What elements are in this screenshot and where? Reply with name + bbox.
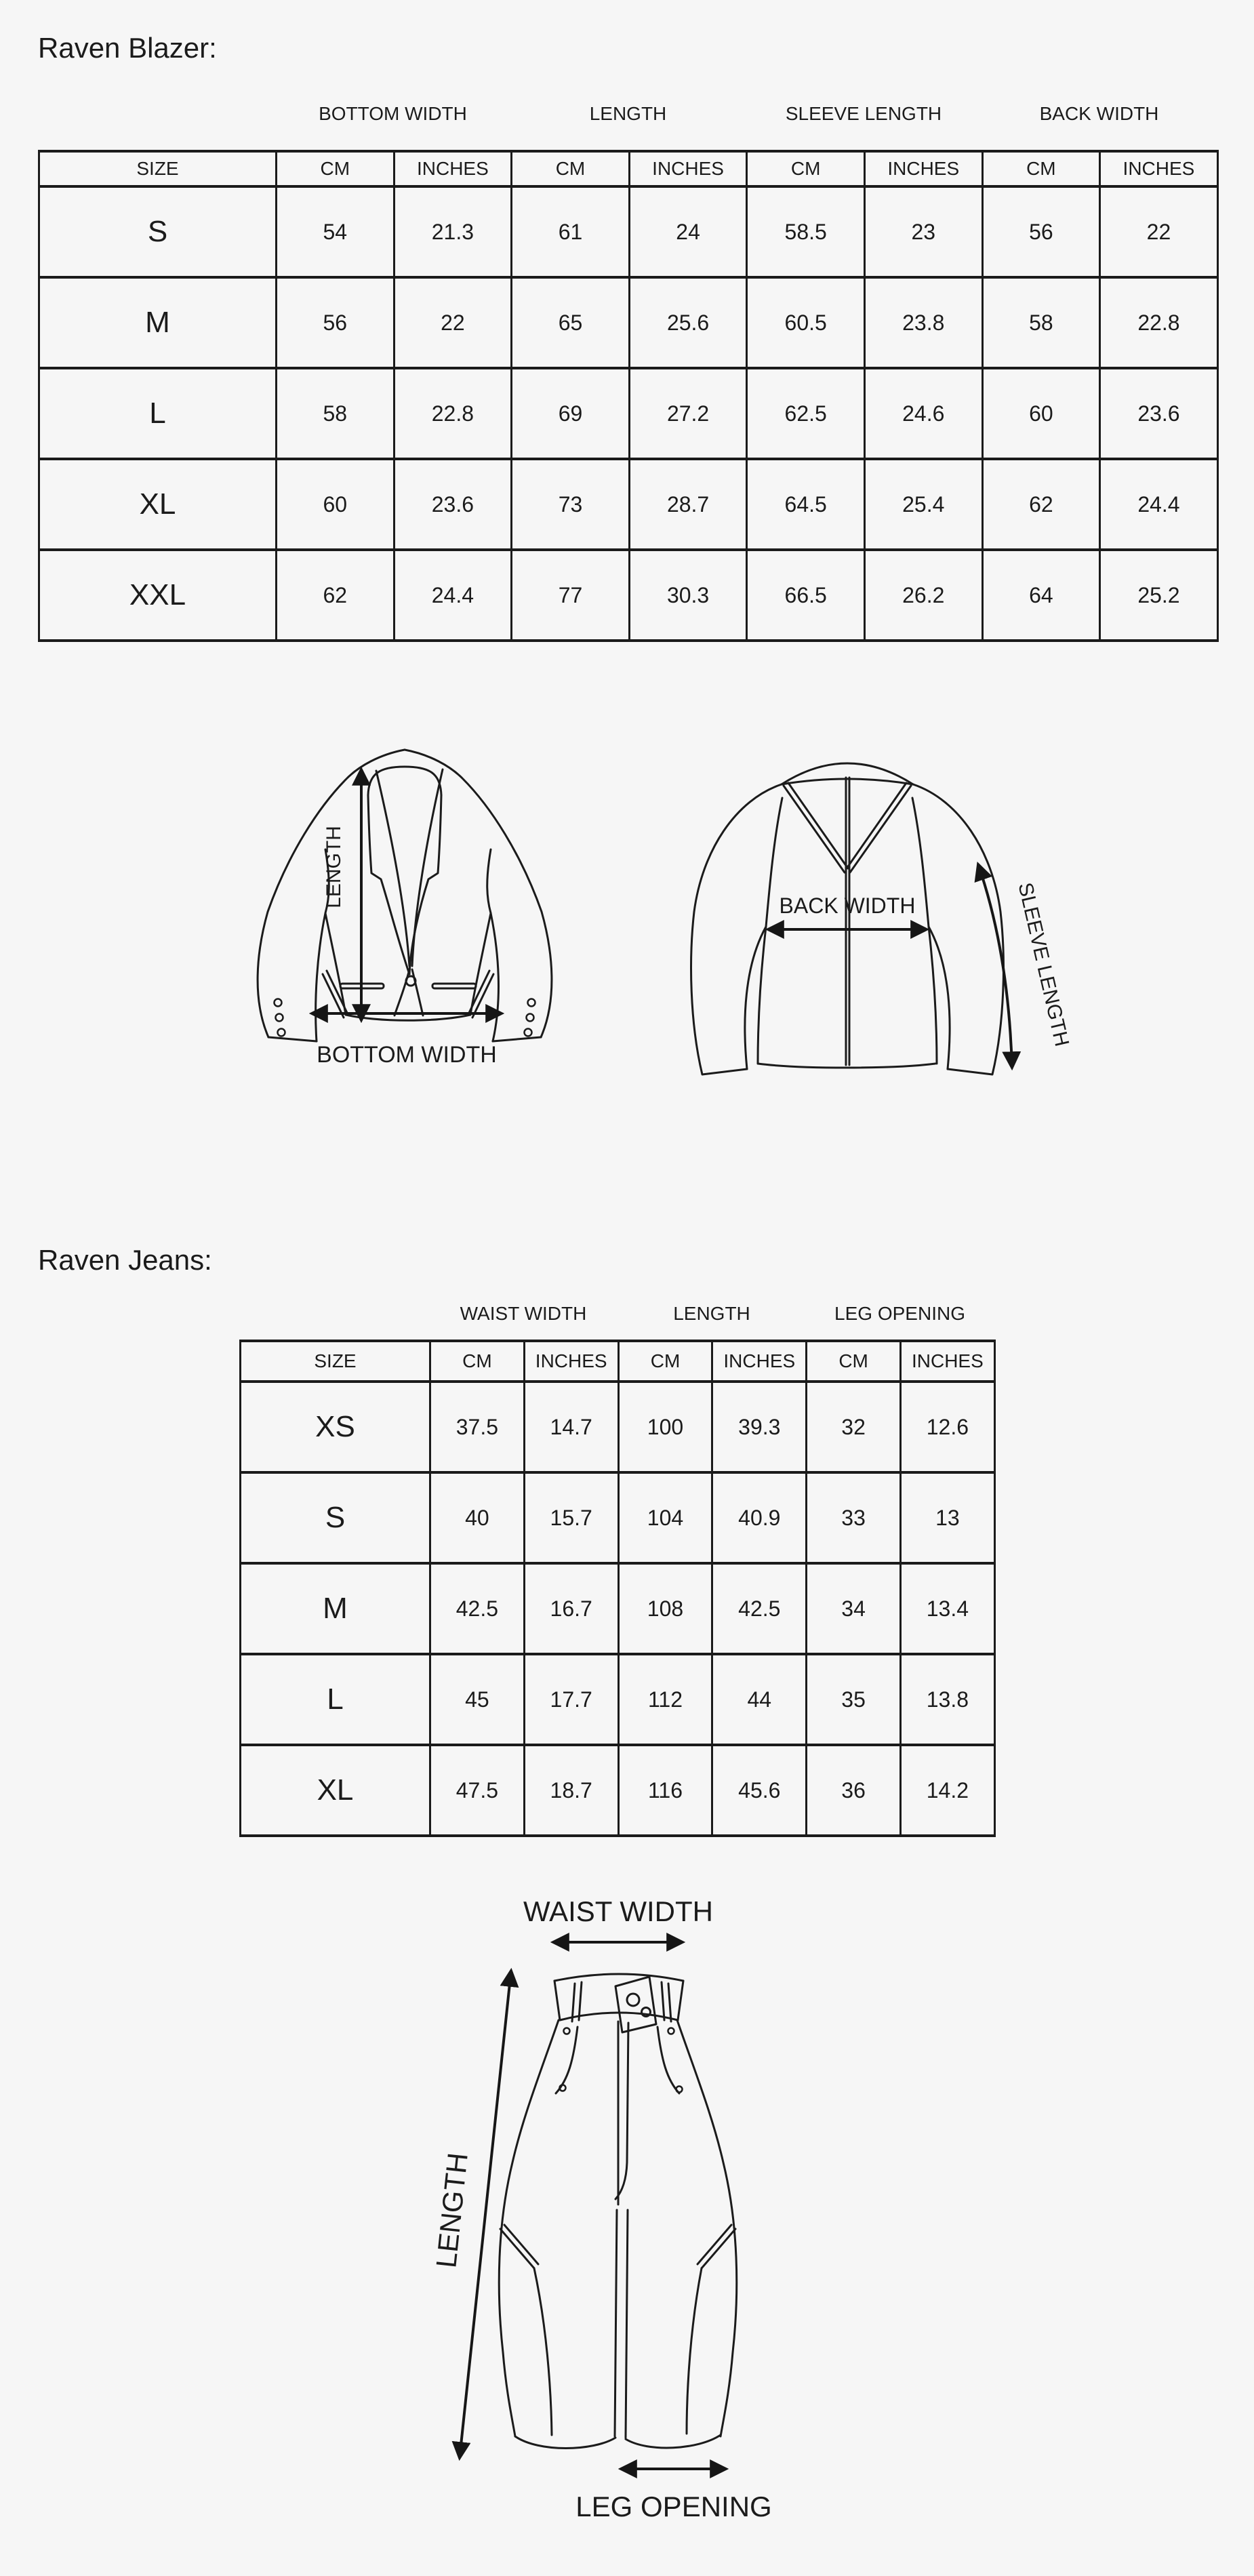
value-cell: 60.5 <box>747 277 865 368</box>
value-cell: 54 <box>277 186 395 277</box>
size-cell: M <box>39 277 277 368</box>
value-cell: 12.6 <box>900 1382 994 1472</box>
waist-width-label: WAIST WIDTH <box>523 1895 713 1927</box>
value-cell: 100 <box>618 1382 712 1472</box>
value-cell: 24.6 <box>864 368 982 459</box>
header-cell: CM <box>430 1341 525 1382</box>
value-cell: 65 <box>512 277 630 368</box>
value-cell: 13 <box>900 1472 994 1563</box>
value-cell: 37.5 <box>430 1382 525 1472</box>
value-cell: 25.6 <box>629 277 747 368</box>
header-cell: INCHES <box>629 151 747 186</box>
value-cell: 58 <box>277 368 395 459</box>
header-cell: INCHES <box>524 1341 618 1382</box>
value-cell: 35 <box>807 1654 901 1745</box>
header-cell: CM <box>618 1341 712 1382</box>
value-cell: 27.2 <box>629 368 747 459</box>
value-cell: 18.7 <box>524 1745 618 1836</box>
blazer-front-diagram <box>258 750 552 1068</box>
value-cell: 58 <box>982 277 1100 368</box>
value-cell: 116 <box>618 1745 712 1836</box>
value-cell: 25.2 <box>1100 550 1218 641</box>
header-cell: INCHES <box>712 1341 807 1382</box>
value-cell: 22.8 <box>1100 277 1218 368</box>
value-cell: 108 <box>618 1563 712 1654</box>
value-cell: 69 <box>512 368 630 459</box>
table-row <box>39 186 1218 277</box>
blazer-group-header-length: LENGTH <box>589 103 667 124</box>
table-row <box>39 277 1218 368</box>
value-cell: 112 <box>618 1654 712 1745</box>
jeans-group-header-waist-width: WAIST WIDTH <box>460 1303 587 1324</box>
value-cell: 56 <box>277 277 395 368</box>
jeans-group-header-leg-opening: LEG OPENING <box>834 1303 965 1324</box>
leg-opening-label: LEG OPENING <box>575 2491 772 2522</box>
header-cell: CM <box>807 1341 901 1382</box>
blazer-diagram <box>224 736 1078 1078</box>
value-cell: 104 <box>618 1472 712 1563</box>
sleeve-length-label: SLEEVE LENGTH <box>1013 880 1074 1049</box>
header-cell: INCHES <box>394 151 512 186</box>
value-cell: 26.2 <box>864 550 982 641</box>
sleeve-length-arrow <box>978 864 1012 1068</box>
size-cell: L <box>39 368 277 459</box>
size-cell: S <box>241 1472 430 1563</box>
size-cell: XL <box>39 459 277 550</box>
front-length-label: LENGTH <box>323 826 345 908</box>
size-cell: S <box>39 186 277 277</box>
jeans-front-drawing <box>499 1974 737 2449</box>
value-cell: 21.3 <box>394 186 512 277</box>
value-cell: 39.3 <box>712 1382 807 1472</box>
size-cell: M <box>241 1563 430 1654</box>
blazer-group-header-sleeve-length: SLEEVE LENGTH <box>785 103 942 124</box>
header-cell: CM <box>512 151 630 186</box>
blazer-group-header-bottom-width: BOTTOM WIDTH <box>319 103 467 124</box>
value-cell: 34 <box>807 1563 901 1654</box>
jeans-title: Raven Jeans: <box>38 1244 212 1276</box>
header-cell: CM <box>747 151 865 186</box>
value-cell: 23.8 <box>864 277 982 368</box>
value-cell: 60 <box>982 368 1100 459</box>
table-row <box>241 1745 995 1836</box>
value-cell: 16.7 <box>524 1563 618 1654</box>
value-cell: 23 <box>864 186 982 277</box>
value-cell: 36 <box>807 1745 901 1836</box>
blazer-size-table <box>38 150 1219 642</box>
table-row <box>241 1654 995 1745</box>
table-row <box>241 1472 995 1563</box>
value-cell: 58.5 <box>747 186 865 277</box>
value-cell: 22 <box>394 277 512 368</box>
value-cell: 13.8 <box>900 1654 994 1745</box>
value-cell: 14.7 <box>524 1382 618 1472</box>
value-cell: 61 <box>512 186 630 277</box>
value-cell: 15.7 <box>524 1472 618 1563</box>
table-row <box>39 550 1218 641</box>
value-cell: 14.2 <box>900 1745 994 1836</box>
value-cell: 24 <box>629 186 747 277</box>
jeans-size-table <box>239 1340 996 1837</box>
size-cell: L <box>241 1654 430 1745</box>
value-cell: 32 <box>807 1382 901 1472</box>
blazer-back-diagram <box>691 763 1074 1074</box>
size-cell: XXL <box>39 550 277 641</box>
value-cell: 13.4 <box>900 1563 994 1654</box>
value-cell: 25.4 <box>864 459 982 550</box>
value-cell: 23.6 <box>1100 368 1218 459</box>
table-row <box>39 368 1218 459</box>
header-cell: SIZE <box>241 1341 430 1382</box>
value-cell: 40 <box>430 1472 525 1563</box>
value-cell: 64.5 <box>747 459 865 550</box>
table-row <box>241 1382 995 1472</box>
value-cell: 77 <box>512 550 630 641</box>
value-cell: 44 <box>712 1654 807 1745</box>
front-bottom-width-label: BOTTOM WIDTH <box>317 1042 497 1068</box>
size-cell: XS <box>241 1382 430 1472</box>
value-cell: 30.3 <box>629 550 747 641</box>
jeans-length-label: LENGTH <box>430 2151 474 2270</box>
value-cell: 66.5 <box>747 550 865 641</box>
value-cell: 60 <box>277 459 395 550</box>
back-width-label: BACK WIDTH <box>779 893 916 918</box>
jeans-header-row <box>241 1341 995 1382</box>
size-cell: XL <box>241 1745 430 1836</box>
value-cell: 17.7 <box>524 1654 618 1745</box>
header-cell: CM <box>982 151 1100 186</box>
value-cell: 62 <box>982 459 1100 550</box>
value-cell: 42.5 <box>430 1563 525 1654</box>
header-cell: INCHES <box>900 1341 994 1382</box>
value-cell: 62 <box>277 550 395 641</box>
value-cell: 22.8 <box>394 368 512 459</box>
jeans-diagram <box>400 1891 847 2542</box>
value-cell: 40.9 <box>712 1472 807 1563</box>
value-cell: 24.4 <box>394 550 512 641</box>
header-cell: SIZE <box>39 151 277 186</box>
header-cell: INCHES <box>864 151 982 186</box>
jeans-group-header-length: LENGTH <box>673 1303 750 1324</box>
value-cell: 64 <box>982 550 1100 641</box>
value-cell: 23.6 <box>394 459 512 550</box>
value-cell: 62.5 <box>747 368 865 459</box>
value-cell: 56 <box>982 186 1100 277</box>
blazer-group-header-back-width: BACK WIDTH <box>1039 103 1159 124</box>
value-cell: 24.4 <box>1100 459 1218 550</box>
value-cell: 47.5 <box>430 1745 525 1836</box>
value-cell: 22 <box>1100 186 1218 277</box>
value-cell: 45.6 <box>712 1745 807 1836</box>
value-cell: 45 <box>430 1654 525 1745</box>
table-row <box>39 459 1218 550</box>
value-cell: 33 <box>807 1472 901 1563</box>
header-cell: CM <box>277 151 395 186</box>
header-cell: INCHES <box>1100 151 1218 186</box>
value-cell: 73 <box>512 459 630 550</box>
table-row <box>241 1563 995 1654</box>
blazer-header-row <box>39 151 1218 186</box>
value-cell: 42.5 <box>712 1563 807 1654</box>
value-cell: 28.7 <box>629 459 747 550</box>
blazer-title: Raven Blazer: <box>38 32 217 64</box>
